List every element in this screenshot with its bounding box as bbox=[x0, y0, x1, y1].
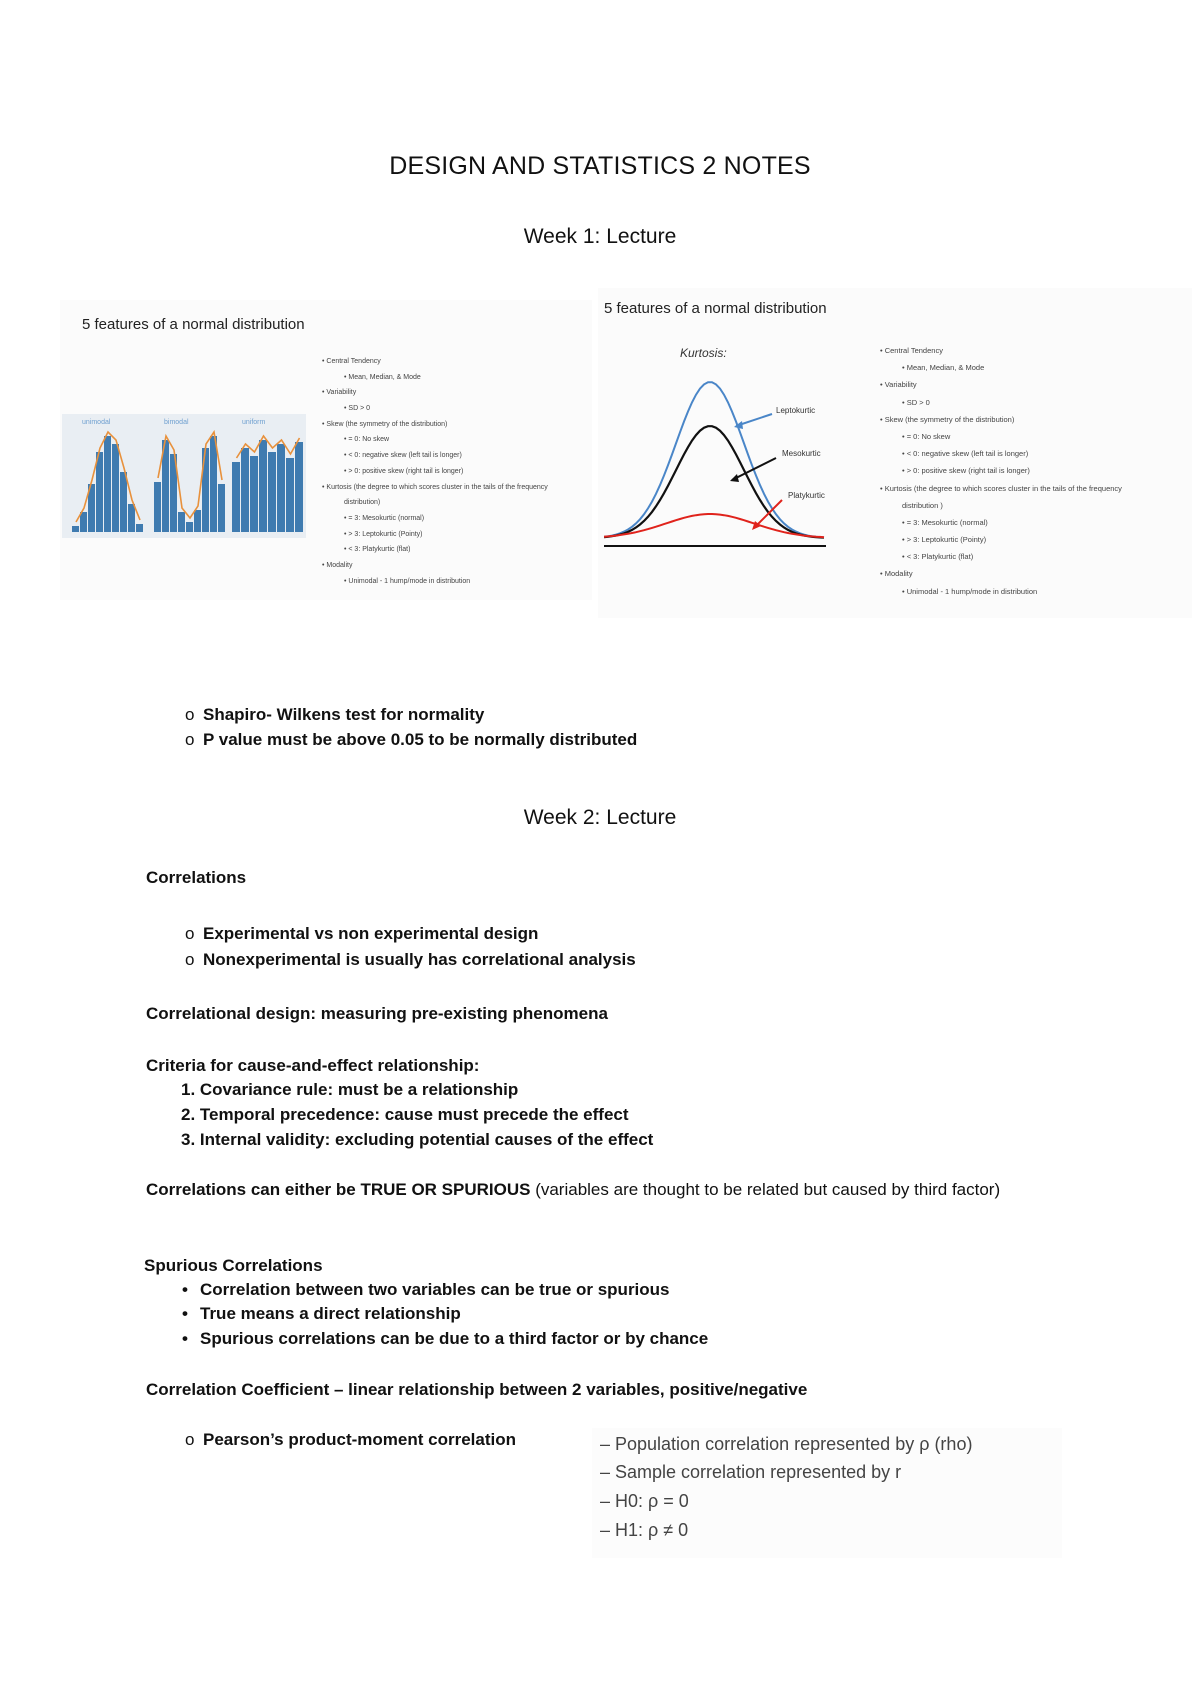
correlations-heading: Correlations bbox=[146, 868, 247, 887]
histogram-bar bbox=[128, 504, 135, 532]
slide-bullet: • = 0: No skew bbox=[344, 436, 390, 444]
week1-heading: Week 1: Lecture bbox=[523, 225, 677, 248]
histogram-bar bbox=[120, 472, 127, 532]
slide-bullet: • < 3: Platykurtic (flat) bbox=[344, 546, 411, 554]
hist-label: bimodal bbox=[164, 419, 189, 426]
slide-bullet: distribution) bbox=[344, 499, 381, 507]
slide-bullet: • Kurtosis (the degree to which scores cluster in the tails of the frequency bbox=[322, 483, 548, 491]
correlational-design: Correlational design: measuring pre-existing phenomena bbox=[146, 1004, 608, 1023]
histogram-bar bbox=[268, 452, 276, 532]
slide-bullet: • Unimodal - 1 hump/mode in distribution bbox=[344, 577, 471, 585]
criteria-item: 1. Covariance rule: must be a relationship bbox=[181, 1080, 519, 1099]
histogram-bar bbox=[104, 436, 111, 532]
histogram-bar bbox=[154, 482, 161, 532]
spurious-bullet: • Spurious correlations can be due to a third factor or by chance bbox=[182, 1329, 708, 1349]
note-p-value: o P value must be above 0.05 to be normally distributed bbox=[185, 730, 637, 750]
histogram-bar bbox=[72, 526, 79, 532]
histogram-bar bbox=[286, 458, 294, 532]
formula-line: – Population correlation represented by ρ (rho) bbox=[600, 1434, 973, 1454]
slide-bullet-list bbox=[880, 346, 1190, 604]
histogram-bar bbox=[259, 440, 267, 532]
week2-heading: Week 2: Lecture bbox=[523, 806, 677, 829]
criteria-item: 2. Temporal precedence: cause must precede the effect bbox=[181, 1105, 629, 1124]
slide-bullet: • Kurtosis (the degree to which scores cluster in the tails of the frequency bbox=[880, 483, 1122, 493]
slide-bullet: • = 3: Mesokurtic (normal) bbox=[902, 517, 988, 527]
slide-bullet: • Unimodal - 1 hump/mode in distribution bbox=[902, 586, 1038, 596]
true-or-spurious-bold: Correlations can either be TRUE OR SPURIOUS bbox=[146, 1180, 531, 1199]
histogram-bar bbox=[202, 448, 209, 532]
histogram-bar bbox=[80, 512, 87, 532]
document-title: DESIGN AND STATISTICS 2 NOTES bbox=[389, 152, 811, 180]
slide-bullet: • SD > 0 bbox=[902, 397, 930, 407]
histogram-bar bbox=[250, 456, 258, 532]
platykurtic-label: Platykurtic bbox=[788, 491, 825, 500]
slide-title: 5 features of a normal distribution bbox=[604, 300, 827, 317]
formula-line: – Sample correlation represented by r bbox=[600, 1462, 902, 1482]
slide-bullet-list bbox=[322, 358, 590, 593]
spurious-bullet: • Correlation between two variables can be true or spurious bbox=[182, 1280, 670, 1300]
criteria-item: 3. Internal validity: excluding potential causes of the effect bbox=[181, 1130, 654, 1149]
histogram-bar bbox=[277, 444, 285, 532]
formula-image bbox=[592, 1428, 1062, 1558]
histogram-bar bbox=[136, 524, 143, 532]
histogram-bar bbox=[210, 436, 217, 532]
histogram-bar bbox=[112, 444, 119, 532]
histogram-bar bbox=[218, 484, 225, 532]
formula-line: – H0: ρ = 0 bbox=[600, 1491, 689, 1511]
correlations-note: o Experimental vs non experimental design bbox=[185, 924, 538, 944]
histogram-bar bbox=[96, 452, 103, 532]
slide-title: 5 features of a normal distribution bbox=[82, 316, 305, 333]
slide-bullet: • Skew (the symmetry of the distribution) bbox=[322, 420, 448, 428]
slide-bullet: • Modality bbox=[880, 569, 913, 579]
histogram-bar bbox=[232, 462, 240, 532]
slide-bullet: • < 3: Platykurtic (flat) bbox=[902, 552, 974, 562]
histogram-bar bbox=[178, 512, 185, 532]
slide-image-1 bbox=[60, 300, 592, 600]
slide-bullet: • > 3: Leptokurtic (Pointy) bbox=[902, 535, 987, 545]
slide-bullet: • Variability bbox=[322, 389, 357, 397]
leptokurtic-label: Leptokurtic bbox=[776, 406, 816, 415]
note-shapiro: o Shapiro- Wilkens test for normality bbox=[185, 705, 484, 725]
hist-label: uniform bbox=[242, 419, 266, 426]
slide-bullet: distribution ) bbox=[902, 500, 943, 510]
pearson-note: o Pearson’s product-moment correlation bbox=[185, 1430, 516, 1450]
mesokurtic-curve bbox=[604, 426, 824, 537]
histogram-bar bbox=[295, 442, 303, 532]
spurious-bullet: • True means a direct relationship bbox=[182, 1304, 461, 1324]
true-or-spurious bbox=[146, 1180, 1000, 1200]
criteria-heading: Criteria for cause-and-effect relationship: bbox=[146, 1056, 480, 1075]
slide-bullet: • > 0: positive skew (right tail is longer) bbox=[344, 467, 464, 475]
slide-bullet: • Modality bbox=[322, 561, 353, 569]
slide-bullet: • < 0: negative skew (left tail is longer) bbox=[902, 449, 1029, 459]
slide-image-2 bbox=[598, 288, 1192, 618]
histogram-bar bbox=[241, 448, 249, 532]
histogram-bar bbox=[186, 522, 193, 532]
correlations-note: o Nonexperimental is usually has correlational analysis bbox=[185, 950, 636, 970]
slide-bullet: • Central Tendency bbox=[322, 358, 381, 365]
histogram-panels bbox=[62, 414, 306, 538]
mesokurtic-label: Mesokurtic bbox=[782, 449, 821, 458]
correlation-coefficient: Correlation Coefficient – linear relationship between 2 variables, positive/negative bbox=[146, 1380, 808, 1399]
slide-bullet: • < 0: negative skew (left tail is longer) bbox=[344, 452, 462, 460]
formula-line: – H1: ρ ≠ 0 bbox=[600, 1520, 689, 1540]
slide-bullet: • = 3: Mesokurtic (normal) bbox=[344, 514, 425, 522]
slide-bullet: • Central Tendency bbox=[880, 346, 943, 355]
kurtosis-title: Kurtosis: bbox=[680, 346, 727, 360]
slide-bullet: • SD > 0 bbox=[344, 405, 370, 413]
slide-bullet: • > 3: Leptokurtic (Pointy) bbox=[344, 530, 423, 538]
hist-label: unimodal bbox=[82, 419, 111, 426]
true-or-spurious-rest: (variables are thought to be related but caused by third factor) bbox=[530, 1180, 1001, 1199]
slide-bullet: • Variability bbox=[880, 380, 917, 390]
slide-bullet: • Mean, Median, & Mode bbox=[902, 363, 985, 373]
spurious-heading: Spurious Correlations bbox=[144, 1256, 323, 1275]
mesokurtic-arrowhead bbox=[730, 474, 739, 482]
slide-bullet: • Mean, Median, & Mode bbox=[344, 373, 421, 381]
slide-bullet: • Skew (the symmetry of the distribution) bbox=[880, 414, 1015, 424]
slide-bullet: • = 0: No skew bbox=[902, 431, 951, 441]
slide-bullet: • > 0: positive skew (right tail is longer) bbox=[902, 466, 1030, 476]
histogram-bar bbox=[194, 510, 201, 532]
